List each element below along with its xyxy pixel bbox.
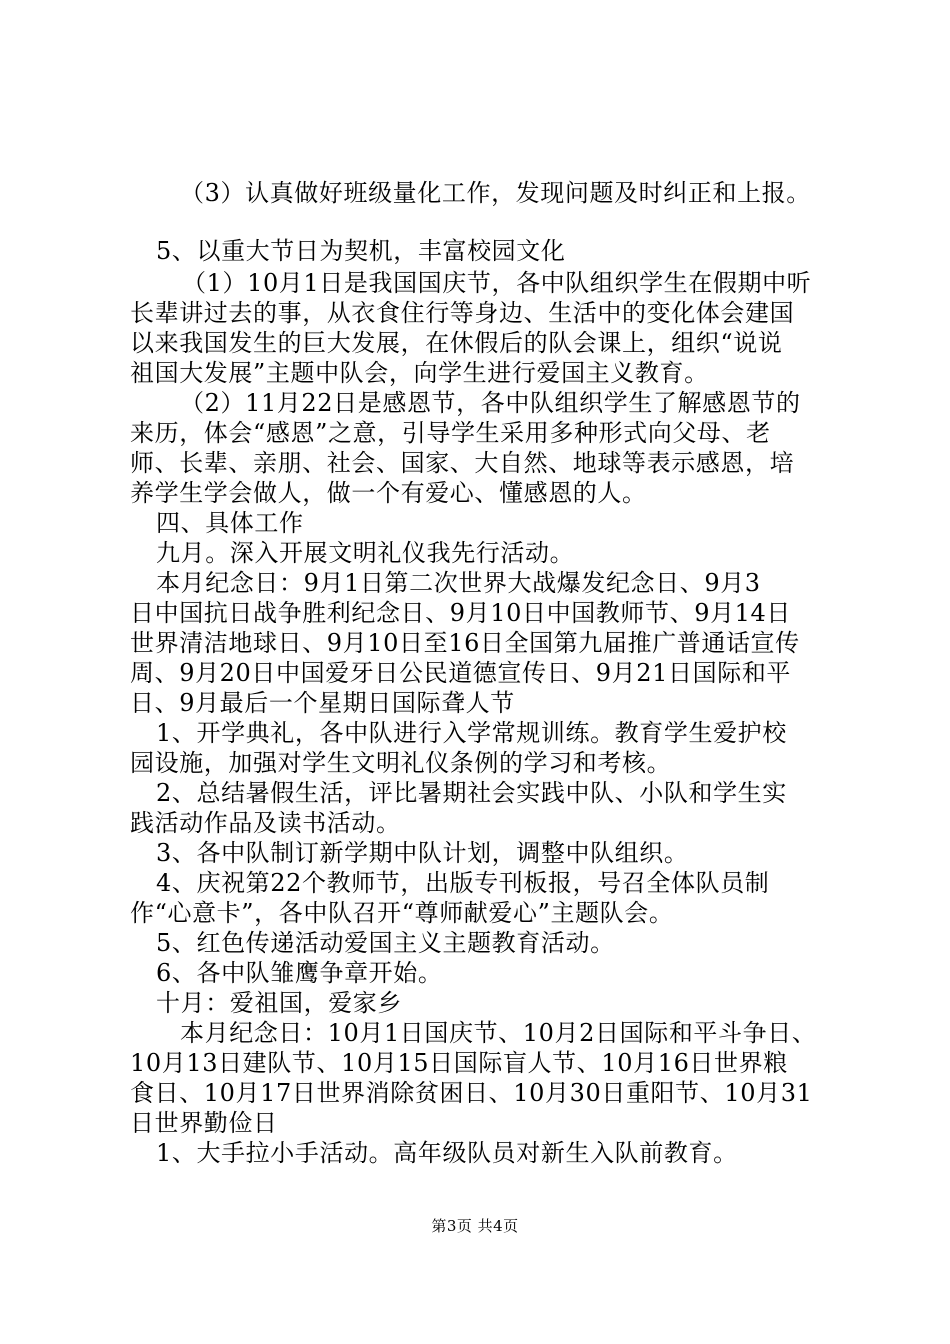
text-line: 世界清洁地球日、9月10日至16日全国第九届推广普通话宣传 xyxy=(130,629,800,657)
text-line: 长辈讲过去的事，从衣食住行等身边、生活中的变化体会建国 xyxy=(130,299,795,327)
list-item: 2、总结暑假生活，评比暑期社会实践中队、小队和学生实 xyxy=(156,779,787,807)
text-line: 日中国抗日战争胜利纪念日、9月10日中国教师节、9月14日 xyxy=(130,599,792,627)
text-line: 师、长辈、亲朋、社会、国家、大自然、地球等表示感恩，培 xyxy=(130,449,795,477)
text-line: 养学生学会做人，做一个有爱心、懂感恩的人。 xyxy=(130,479,647,507)
text-line: 祖国大发展”主题中队会，向学生进行爱国主义教育。 xyxy=(130,359,709,387)
text-line: 来历，体会“感恩”之意，引导学生采用多种形式向父母、老 xyxy=(130,419,771,447)
page-number: 第3页 共4页 xyxy=(431,1217,519,1235)
list-item: 4、庆祝第22个教师节，出版专刊板报，号召全体队员制 xyxy=(156,869,770,897)
list-item: 1、大手拉小手活动。高年级队员对新生入队前教育。 xyxy=(156,1139,738,1167)
month-heading: 十月：爱祖国，爱家乡 xyxy=(156,989,402,1017)
text-line: （1）10月1日是我国国庆节，各中队组织学生在假期中听 xyxy=(182,269,812,297)
month-heading: 九月。深入开展文明礼仪我先行活动。 xyxy=(156,539,575,567)
list-item: 1、开学典礼，各中队进行入学常规训练。教育学生爱护校 xyxy=(156,719,787,747)
text-line: 本月纪念日：10月1日国庆节、10月2日国际和平斗争日、 xyxy=(180,1019,817,1047)
text-line: 10月13日建队节、10月15日国际盲人节、10月16日世界粮 xyxy=(130,1049,788,1077)
section-heading: 四、具体工作 xyxy=(156,509,304,537)
section-heading: 5、以重大节日为契机，丰富校园文化 xyxy=(156,237,566,265)
text-line: 日世界勤俭日 xyxy=(130,1109,278,1137)
list-item: 6、各中队雏鹰争章开始。 xyxy=(156,959,443,987)
text-line: （2）11月22日是感恩节，各中队组织学生了解感恩节的 xyxy=(180,389,801,417)
text-line: （3）认真做好班级量化工作，发现问题及时纠正和上报。 xyxy=(180,179,811,207)
text-line: 践活动作品及读书活动。 xyxy=(130,809,401,837)
text-line: 作“心意卡”，各中队召开“尊师献爱心”主题队会。 xyxy=(130,899,674,927)
text-line: 本月纪念日：9月1日第二次世界大战爆发纪念日、9月3 xyxy=(156,569,761,597)
text-line: 食日、10月17日世界消除贫困日、10月30日重阳节、10月31 xyxy=(130,1079,813,1107)
text-line: 日、9月最后一个星期日国际聋人节 xyxy=(130,689,515,717)
list-item: 5、红色传递活动爱国主义主题教育活动。 xyxy=(156,929,615,957)
text-line: 以来我国发生的巨大发展，在休假后的队会课上，组织“说说 xyxy=(130,329,783,357)
list-item: 3、各中队制订新学期中队计划，调整中队组织。 xyxy=(156,839,689,867)
text-line: 周、9月20日中国爱牙日公民道德宣传日、9月21日国际和平 xyxy=(130,659,792,687)
text-line: 园设施，加强对学生文明礼仪条例的学习和考核。 xyxy=(130,749,672,777)
